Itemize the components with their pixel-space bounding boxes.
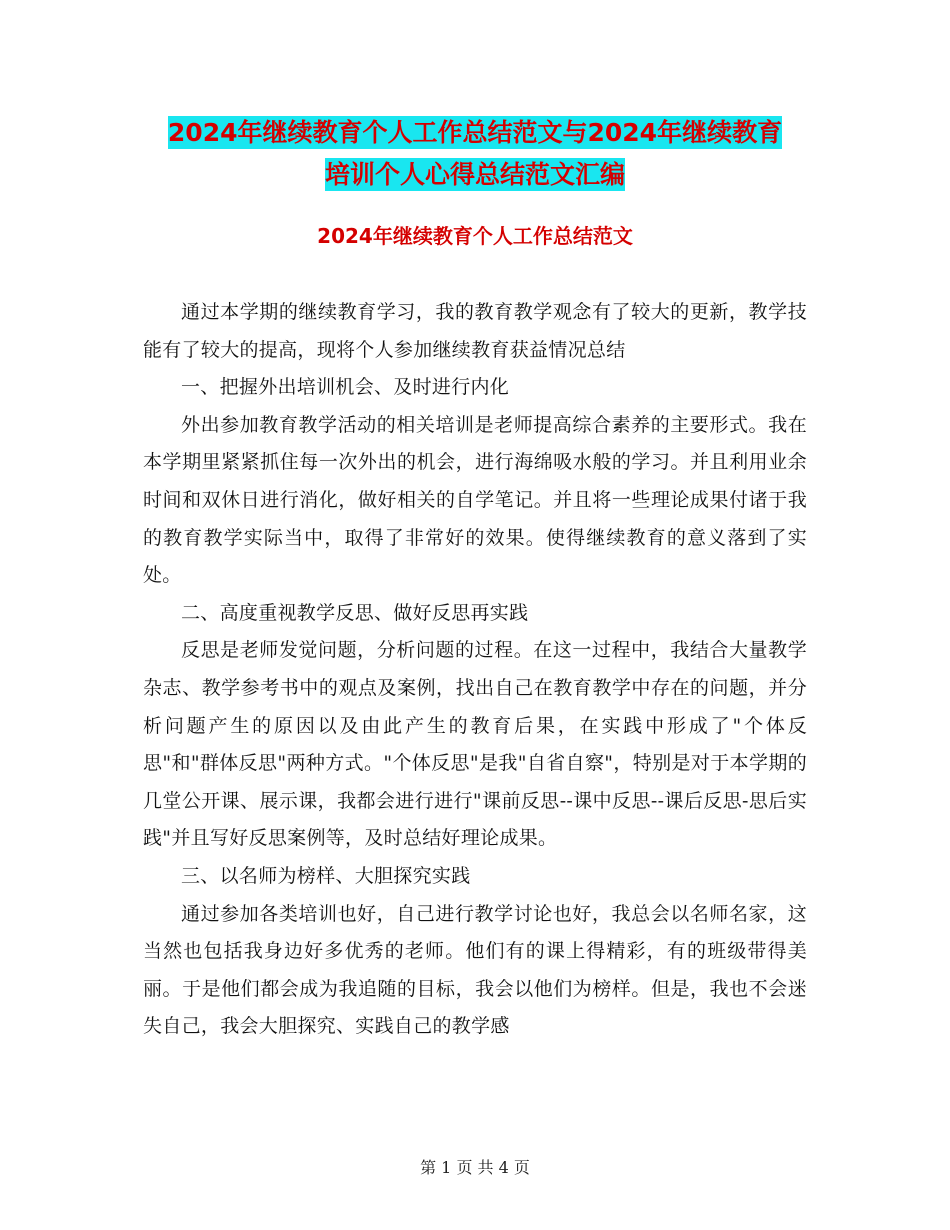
document-title-line-2: 培训个人心得总结范文汇编 bbox=[324, 160, 625, 189]
heading-section-1: 一、把握外出培训机会、及时进行内化 bbox=[181, 376, 510, 399]
paragraph-section-3: 通过参加各类培训也好，自己进行教学讨论也好，我总会以名师名家，这当然也包括我身边好多优秀的老师。他们有的课上得精彩，有的班级带得美丽。于是他们都会成为我追随的目标，我会以他们为榜样。但是，我也不会迷失自己，我会大胆探究、实践自己的教学感 bbox=[143, 902, 807, 1038]
paragraph-intro: 通过本学期的继续教育学习，我的教育教学观念有了较大的更新，教学技能有了较大的提高，现将个人参加继续教育获益情况总结 bbox=[143, 301, 807, 361]
paragraph-section-1: 外出参加教育教学活动的相关培训是老师提高综合素养的主要形式。我在本学期里紧紧抓住每一次外出的机会，进行海绵吸水般的学习。并且利用业余时间和双休日进行消化，做好相关的自学笔记。并且将一些理论成果付诸于我的教育教学实际当中，取得了非常好的效果。使得继续教育的意义落到了实处。 bbox=[143, 413, 807, 587]
page-number: 第 1 页 共 4 页 bbox=[420, 1158, 530, 1177]
section-title: 2024年继续教育个人工作总结范文 bbox=[317, 224, 633, 248]
heading-section-3: 三、以名师为榜样、大胆探究实践 bbox=[181, 864, 471, 887]
paragraph-section-2: 反思是老师发觉问题，分析问题的过程。在这一过程中，我结合大量教学杂志、教学参考书中的观点及案例，找出自己在教育教学中存在的问题，并分析问题产生的原因以及由此产生的教育后果，在实践中形成了"个体反思"和"群体反思"两种方式。"个体反思"是我"自省自察"，特别是对于本学期的几堂公开课、展示课，我都会进行进行"课前反思--课中反思--课后反思-思后实践"并且写好反思案例等，及时总结好理论成果。 bbox=[143, 639, 807, 850]
document-title-line-1: 2024年继续教育个人工作总结范文与2024年继续教育 bbox=[167, 118, 783, 147]
heading-section-2: 二、高度重视教学反思、做好反思再实践 bbox=[181, 601, 529, 624]
document-body bbox=[143, 294, 807, 1046]
document-title bbox=[140, 112, 810, 196]
